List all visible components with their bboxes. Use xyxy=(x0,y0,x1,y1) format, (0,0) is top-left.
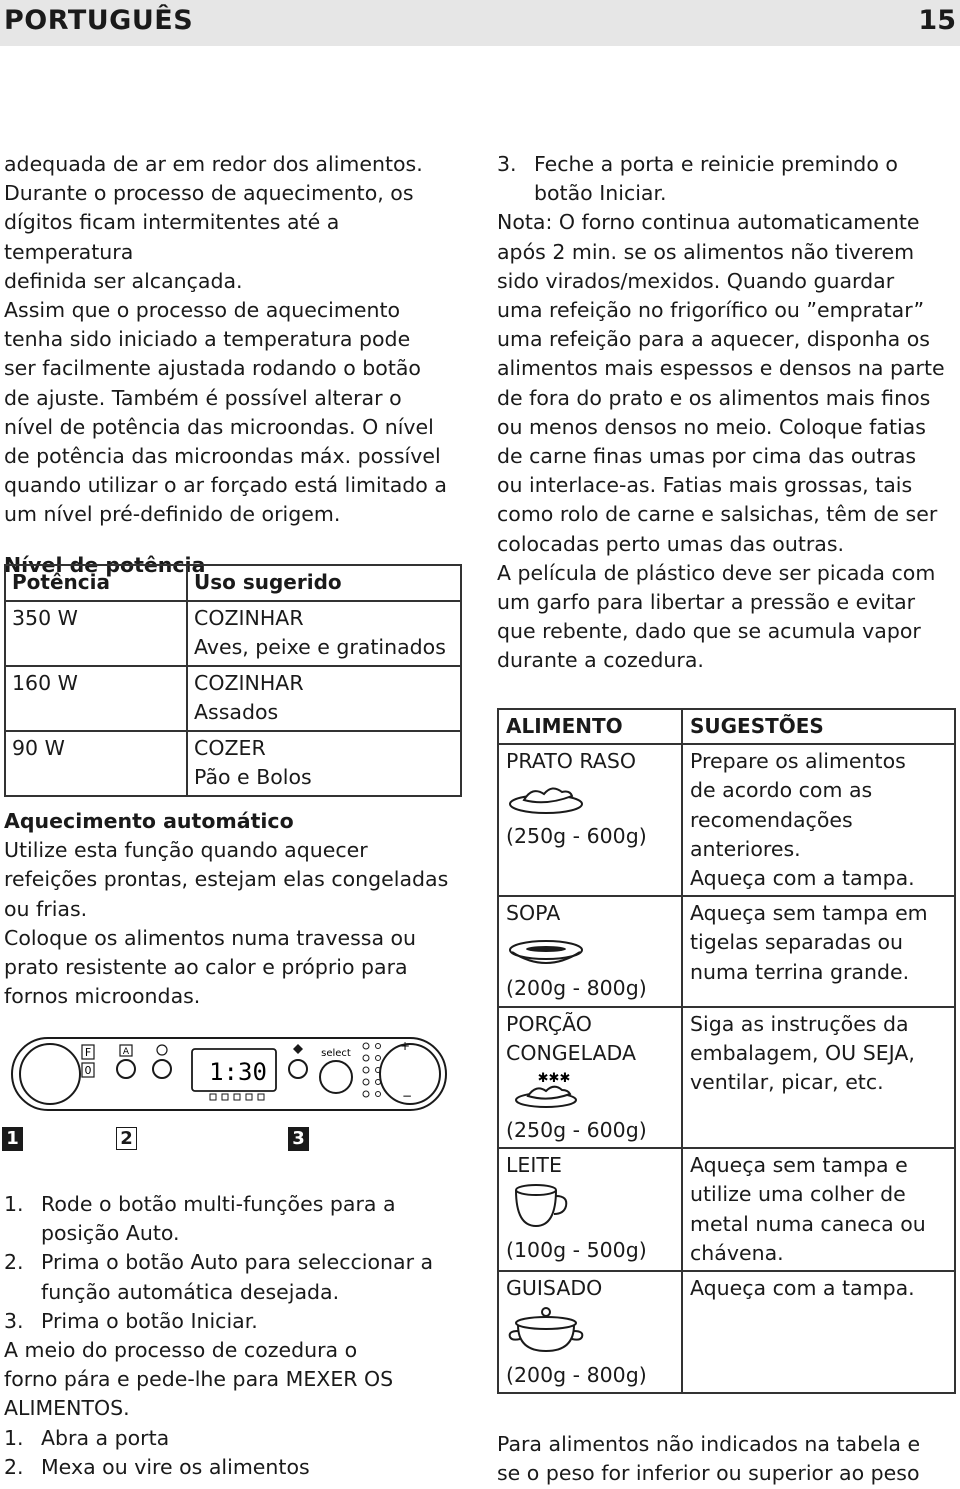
svg-text:select: select xyxy=(321,1048,351,1059)
food-cell: PRATO RASO (250g - 600g) xyxy=(498,744,682,896)
language-title: PORTUGUÊS xyxy=(4,5,194,36)
svg-text:+: + xyxy=(400,1039,411,1053)
footer-paragraph: Para alimentos não indicados na tabela e se o peso for inferior ou superior ao peso xyxy=(497,1432,921,1486)
list-item: 1. Rode o botão multi-funções para a posição Auto. xyxy=(4,1192,396,1246)
svg-text:1:30: 1:30 xyxy=(209,1058,267,1086)
food-column-header: ALIMENTO xyxy=(498,709,682,744)
table-row xyxy=(5,731,461,796)
power-level-heading: Nível de potência xyxy=(4,552,206,577)
callout-2: 2 xyxy=(116,1127,137,1150)
mug-icon xyxy=(506,1182,588,1232)
callout-3: 3 xyxy=(288,1127,309,1151)
suggestion-cell: Prepare os alimentos de acordo com as recomendações anteriores. Aqueça com a tampa. xyxy=(682,744,955,896)
use-value: COZINHAR Assados xyxy=(187,666,461,731)
table-row xyxy=(498,744,955,896)
note-paragraph: Nota: O forno continua automaticamente após 2 min. se os alimentos não tiverem sido virados/mexidos. Quando guardar uma refeição no frigorífico ou ”empratar” uma refeição para a aquecer, disponha os alimentos mais espessos e densos na parte de fora do prato e os alimentos mais finos ou menos densos no meio. Coloque fatias de carne finas umas por cima das outras ou interlace-as. Fatias mais grossas, tais como rolo de carne e salsichas, têm de ser colocadas perto umas das outras. A película de plástico deve ser picada com um garfo para libertar a pressão e evitar que rebente, dado que se acumula vapor durante a cozedura. xyxy=(497,210,945,673)
food-cell: SOPA (200g - 800g) xyxy=(498,896,682,1006)
left-intro xyxy=(4,150,474,580)
svg-text:A: A xyxy=(122,1047,130,1057)
svg-text:−: − xyxy=(402,1089,413,1103)
suggestion-column-header: SUGESTÕES xyxy=(682,709,955,744)
plate-icon xyxy=(506,778,588,818)
table-row xyxy=(498,896,955,1006)
start-button[interactable] xyxy=(289,1060,307,1078)
list-item: 3. Feche a porta e reinicie premindo o botão Iniciar. xyxy=(497,152,898,206)
food-cell: LEITE (100g - 500g) xyxy=(498,1148,682,1271)
multifunction-knob[interactable] xyxy=(20,1044,80,1104)
list-item: 1. Abra a porta xyxy=(4,1425,170,1450)
auto-heat-section xyxy=(4,807,474,1011)
food-table-header xyxy=(498,709,955,744)
mid-cooking-paragraph: A meio do processo de cozedura o forno pára e pede-lhe para MEXER OS ALIMENTOS. xyxy=(4,1338,394,1421)
suggestion-cell: Aqueça sem tampa e utilize uma colher de metal numa caneca ou chávena. xyxy=(682,1148,955,1271)
list-item: 2. Mexa ou vire os alimentos xyxy=(4,1454,310,1479)
use-value: COZER Pão e Bolos xyxy=(187,731,461,796)
control-panel-drawing xyxy=(10,1032,450,1150)
frozen-plate-icon xyxy=(506,1070,588,1112)
use-value: COZINHAR Aves, peixe e gratinados xyxy=(187,601,461,666)
intro-paragraph: adequada de ar em redor dos alimentos. Durante o processo de aquecimento, os dígitos ficam intermitentes até a temperatura definida ser alcançada. Assim que o processo de aquecimento tenha sido iniciado a temperatura pode ser facilmente ajustada rodando o botão de ajuste. Também é possível alterar o nível de potência das microondas. O nível de potência das microondas máx. possível quando utilizar o ar forçado está limitado a um nível pré-definido de origem. xyxy=(4,152,447,527)
use-column-header: Uso sugerido xyxy=(187,565,461,601)
control-panel-illustration xyxy=(6,1032,450,1150)
svg-text:F: F xyxy=(84,1046,92,1059)
page-header xyxy=(0,0,960,46)
suggestion-cell: Aqueça sem tampa em tigelas separadas ou numa terrina grande. xyxy=(682,896,955,1006)
table-row xyxy=(5,601,461,666)
soup-bowl-icon xyxy=(506,930,588,970)
select-knob[interactable] xyxy=(320,1061,352,1093)
power-value: 90 W xyxy=(5,731,187,796)
auto-button[interactable] xyxy=(117,1060,135,1078)
table-row xyxy=(498,1271,955,1393)
callout-1: 1 xyxy=(2,1127,23,1151)
food-cell: PORÇÃO CONGELADA ✱✱✱ (250g - 600g) xyxy=(498,1007,682,1149)
power-column-header: Potência xyxy=(5,565,187,601)
table-row xyxy=(498,1148,955,1271)
round-button[interactable] xyxy=(153,1060,171,1078)
table-row xyxy=(498,1007,955,1149)
power-value: 350 W xyxy=(5,601,187,666)
power-value: 160 W xyxy=(5,666,187,731)
power-table xyxy=(4,564,462,797)
food-cell: GUISADO (200g - 800g) xyxy=(498,1271,682,1393)
svg-text:✱✱✱: ✱✱✱ xyxy=(537,1071,571,1087)
svg-text:0: 0 xyxy=(84,1064,92,1077)
auto-heat-paragraph: Utilize esta função quando aquecer refeições prontas, estejam elas congeladas ou frias. Coloque os alimentos numa travessa ou prato resistente ao calor e próprio para fornos microondas. xyxy=(4,838,449,1009)
suggestion-cell: Aqueça com a tampa. xyxy=(682,1271,955,1393)
power-table-header xyxy=(5,565,461,601)
instructions-list xyxy=(4,1190,474,1482)
food-table xyxy=(497,708,956,1394)
table-row xyxy=(5,666,461,731)
page-number: 15 xyxy=(918,5,956,36)
suggestion-cell: Siga as instruções da embalagem, OU SEJA, ventilar, picar, etc. xyxy=(682,1007,955,1149)
casserole-icon xyxy=(506,1305,588,1357)
auto-heat-heading: Aquecimento automático xyxy=(4,809,294,833)
right-text xyxy=(497,150,957,676)
list-item: 2. Prima o botão Auto para seleccionar a função automática desejada. xyxy=(4,1250,434,1304)
list-item: 3. Prima o botão Iniciar. xyxy=(4,1308,258,1333)
